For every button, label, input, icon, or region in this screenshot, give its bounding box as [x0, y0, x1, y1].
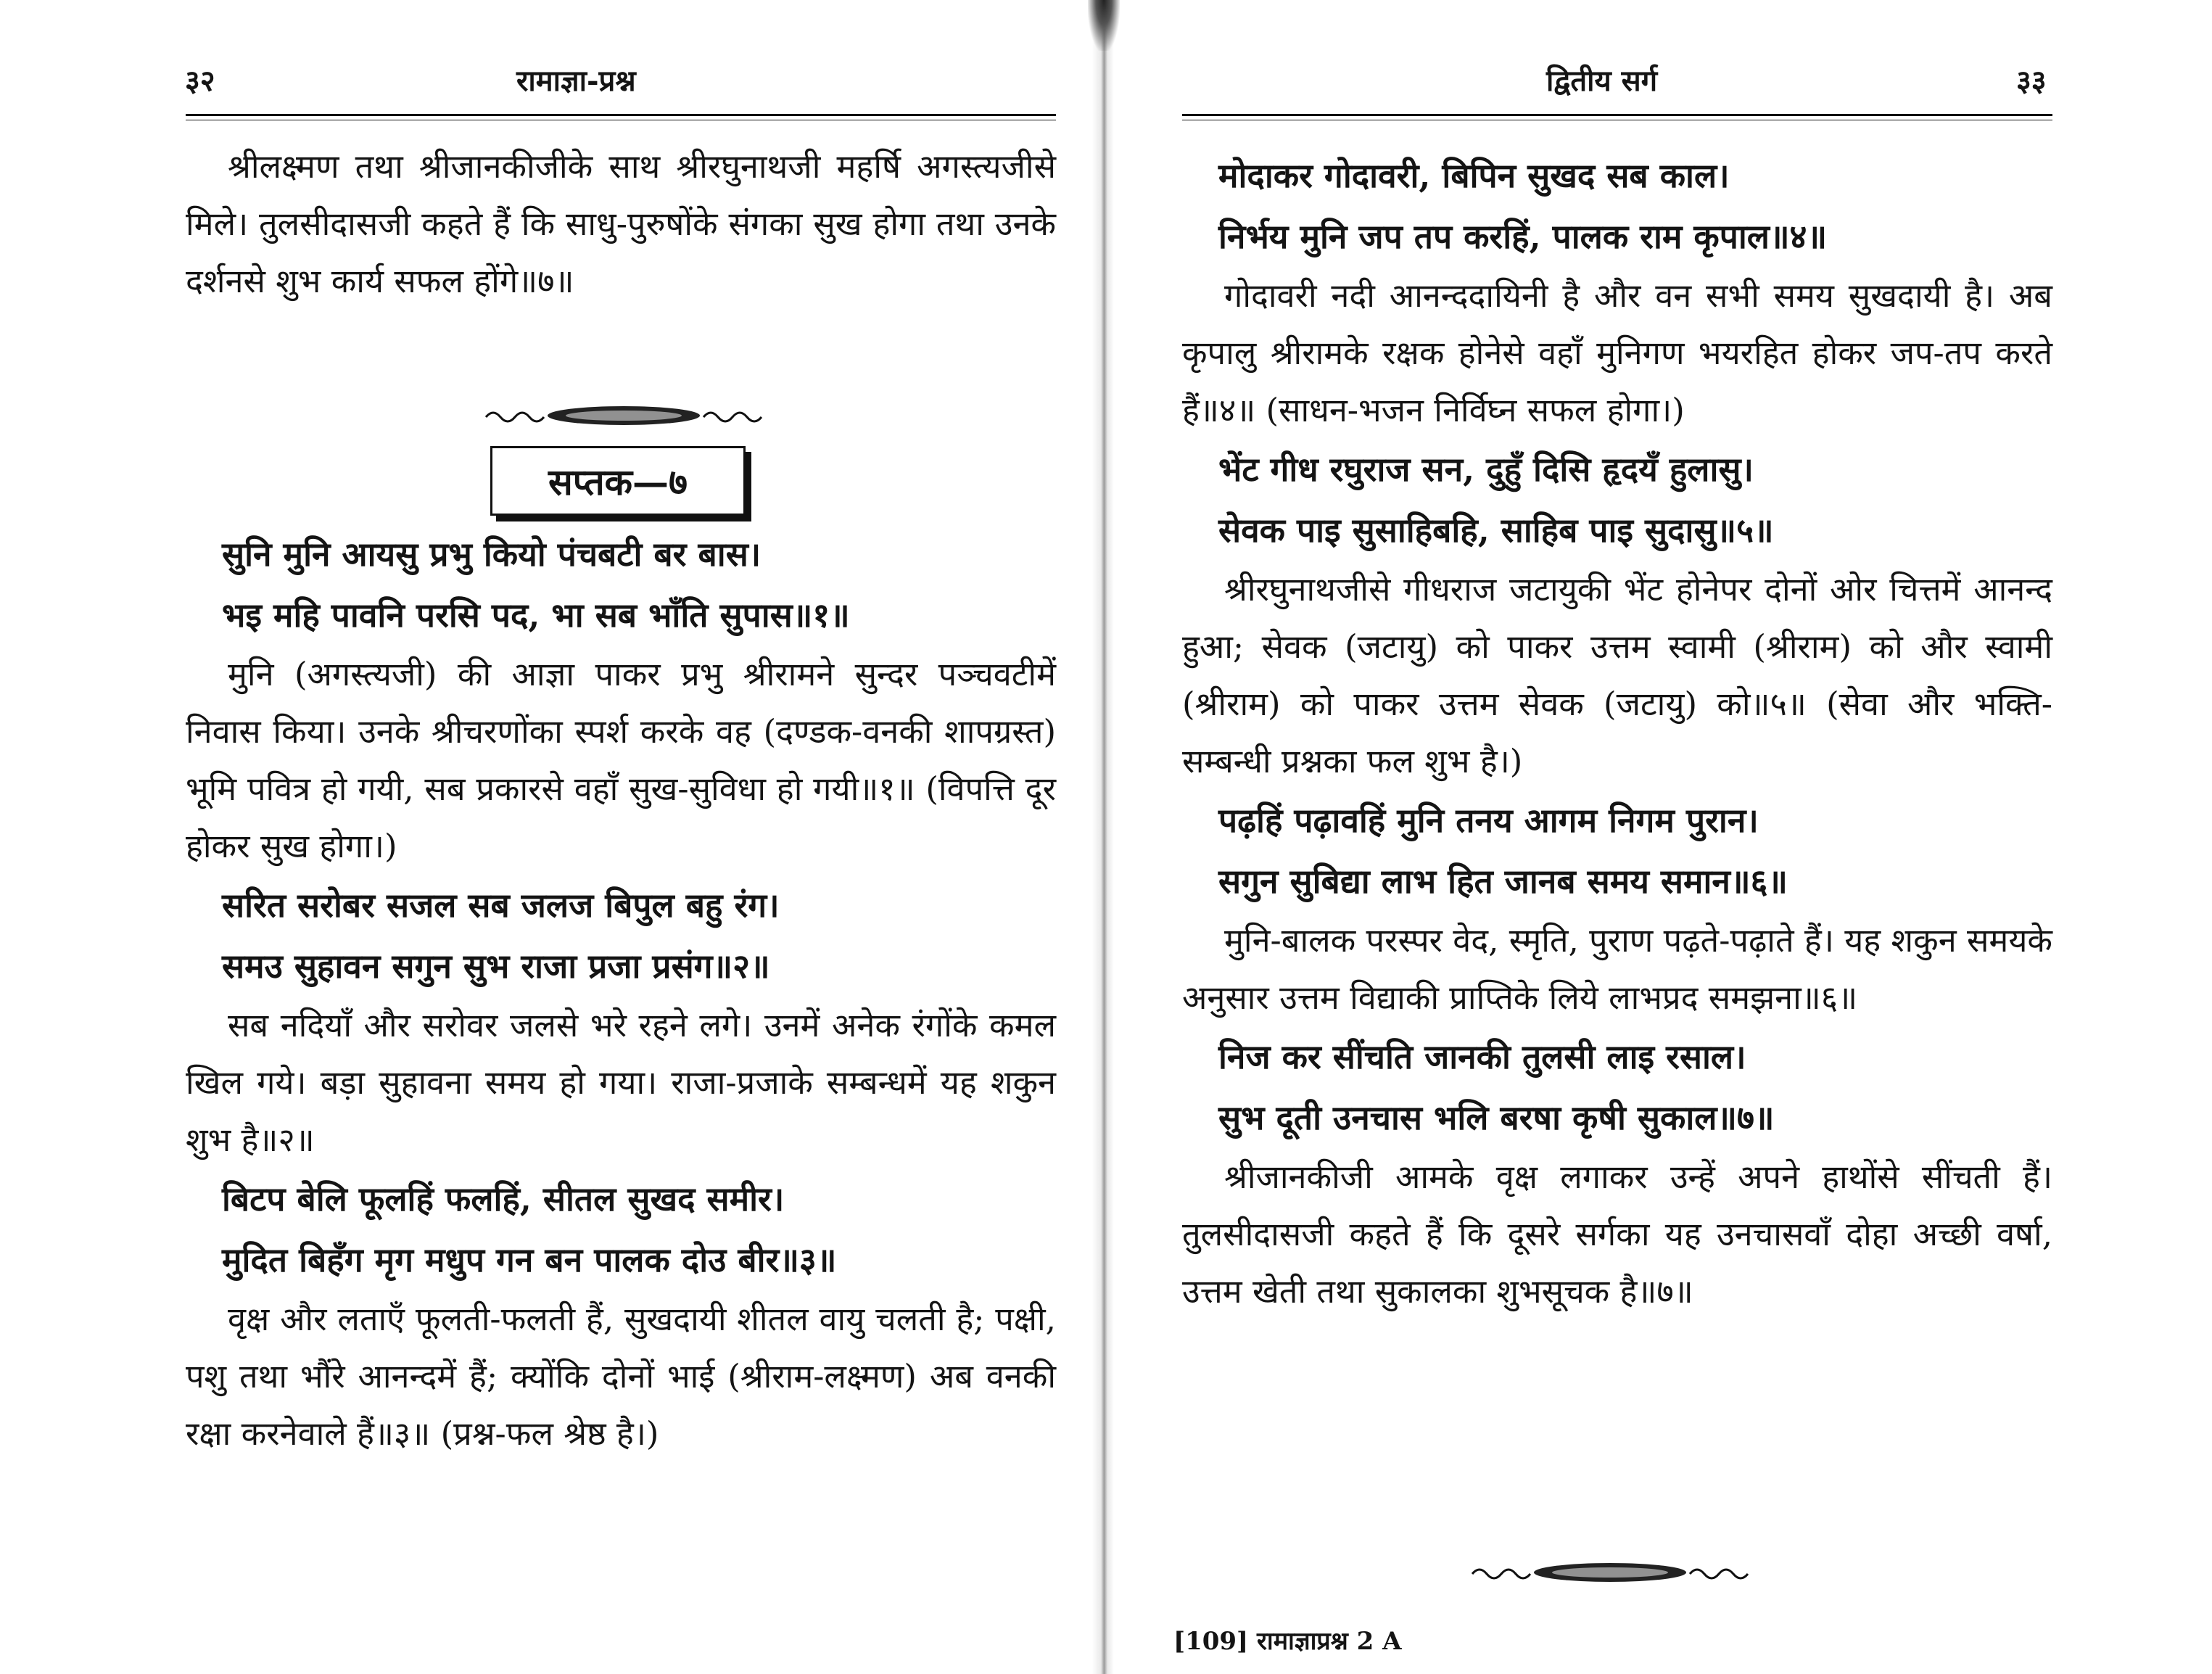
meaning-paragraph: गोदावरी नदी आनन्ददायिनी है और वन सभी समय सुखदायी है। अब कृपालु श्रीरामके रक्षक होनेसे वहाँ मुनिगण भयरहित होकर जप-तप करते हैं॥४॥ (साधन-भजन निर्विघ्न सफल होगा।) [1182, 276, 2052, 429]
book-gutter [1092, 0, 1114, 1674]
doha-line: समउ सुहावन सगुन सुभ राजा प्रजा प्रसंग॥२॥ [222, 947, 770, 986]
left-intro [186, 138, 1056, 310]
doha-line: सरित सरोबर सजल सब जलज बिपुल बहु रंग। [222, 886, 780, 925]
left-content [186, 524, 1056, 1462]
doha-line: भेंट गीध रघुराज सन, दुहुँ दिसि हृदयँ हुलासु। [1218, 450, 1754, 489]
section-title-box [490, 446, 746, 516]
doha-line: पढ़हिं पढ़ावहिं मुनि तनय आगम निगम पुरान। [1218, 801, 1759, 840]
meaning-paragraph: श्रीरघुनाथजीसे गीधराज जटायुकी भेंट होनेपर दोनों ओर चित्तमें आनन्द हुआ; सेवक (जटायु) को पाकर उत्तम स्वामी (श्रीराम) को और स्वामी (श्रीराम) को पाकर उत्तम सेवक (जटायु) को॥५॥ (सेवा और भक्ति-सम्बन्धी प्रश्नका फल शुभ है।) [1182, 570, 2052, 780]
verse-block-7 [1182, 1026, 2052, 1320]
verse-block-2 [186, 875, 1056, 1168]
ornament-divider-icon [1465, 1558, 1755, 1587]
left-page [0, 0, 1095, 1674]
doha-line: मुदित बिहँग मृग मधुप गन बन पालक दोउ बीर॥३॥ [222, 1240, 837, 1279]
verse-block-3 [186, 1168, 1056, 1462]
verse-block-4 [1182, 145, 2052, 439]
doha-line: निज कर सींचति जानकी तुलसी लाइ रसाल। [1218, 1037, 1746, 1076]
left-header-rule [186, 114, 1056, 116]
left-page-number: ३२ [185, 64, 215, 98]
right-header-rule [1182, 114, 2052, 116]
doha-line: भइ महि पावनि परसि पद, भा सब भाँति सुपास॥१॥ [222, 595, 850, 635]
right-header [1117, 59, 2212, 110]
meaning-paragraph: मुनि (अगस्त्यजी) की आज्ञा पाकर प्रभु श्रीरामने सुन्दर पञ्चवटीमें निवास किया। उनके श्रीचरणोंका स्पर्श करके वह (दण्डक-वनकी शापग्रस्त) भूमि पवित्र हो गयी, सब प्रकारसे वहाँ सुख-सुविधा हो गयी॥१॥ (विपत्ति दूर होकर सुख होगा।) [186, 655, 1056, 865]
verse-block-6 [1182, 790, 2052, 1026]
doha-line: मोदाकर गोदावरी, बिपिन सुखद सब काल। [1218, 156, 1730, 195]
print-footer: [109] रामाज्ञाप्रश्न 2 A [1173, 1627, 1402, 1656]
gutter-shadow [1088, 0, 1120, 51]
verse-block-1 [186, 524, 1056, 875]
right-page [1117, 0, 2212, 1674]
doha-line: सुभ दूती उनचास भलि बरषा कृषी सुकाल॥७॥ [1218, 1098, 1775, 1137]
doha-line: सुनि मुनि आयसु प्रभु कियो पंचबटी बर बास। [222, 535, 762, 574]
right-page-number: ३३ [2016, 64, 2047, 98]
doha-line: सगुन सुबिद्या लाभ हित जानब समय समान॥६॥ [1218, 862, 1788, 901]
meaning-paragraph: श्रीजानकीजी आमके वृक्ष लगाकर उन्हें अपने हाथोंसे सींचती हैं। तुलसीदासजी कहते हैं कि दूसरे सर्गका यह उनचासवाँ दोहा अच्छी वर्षा, उत्तम खेती तथा सुकालका शुभसूचक है॥७॥ [1182, 1158, 2052, 1311]
doha-line: निर्भय मुनि जप तप करहिं, पालक राम कृपाल॥४॥ [1218, 217, 1828, 256]
left-running-title: रामाज्ञा-प्रश्न [516, 64, 636, 98]
meaning-paragraph: मुनि-बालक परस्पर वेद, स्मृति, पुराण पढ़ते-पढ़ाते हैं। यह शकुन समयके अनुसार उत्तम विद्याकी प्राप्तिके लिये लाभप्रद समझना॥६॥ [1182, 921, 2052, 1017]
section-title: सप्तक—७ [548, 461, 688, 503]
right-content [1182, 145, 2052, 1320]
meaning-paragraph: सब नदियाँ और सरोवर जलसे भरे रहने लगे। उनमें अनेक रंगोंके कमल खिल गये। बड़ा सुहावना समय हो गया। राजा-प्रजाके सम्बन्धमें यह शकुन शुभ है॥२॥ [186, 1006, 1056, 1159]
meaning-paragraph: वृक्ष और लताएँ फूलती-फलती हैं, सुखदायी शीतल वायु चलती है; पक्षी, पशु तथा भौंरे आनन्दमें हैं; क्योंकि दोनों भाई (श्रीराम-लक्ष्मण) अब वनकी रक्षा करनेवाले हैं॥३॥ (प्रश्न-फल श्रेष्ठ है।) [186, 1300, 1056, 1453]
verse-block-5 [1182, 439, 2052, 790]
intro-paragraph: श्रीलक्ष्मण तथा श्रीजानकीजीके साथ श्रीरघुनाथजी महर्षि अगस्त्यजीसे मिले। तुलसीदासजी कहते हैं कि साधु-पुरुषोंके संगका सुख होगा तथा उनके दर्शनसे शुभ कार्य सफल होंगे॥७॥ [186, 147, 1056, 300]
doha-line: बिटप बेलि फूलहिं फलहिं, सीतल सुखद समीर। [222, 1179, 785, 1219]
doha-line: सेवक पाइ सुसाहिबहि, साहिब पाइ सुदासु॥५॥ [1218, 511, 1774, 550]
left-header [0, 59, 1095, 110]
right-running-title: द्वितीय सर्ग [1546, 64, 1658, 98]
ornament-divider-icon [479, 401, 769, 430]
